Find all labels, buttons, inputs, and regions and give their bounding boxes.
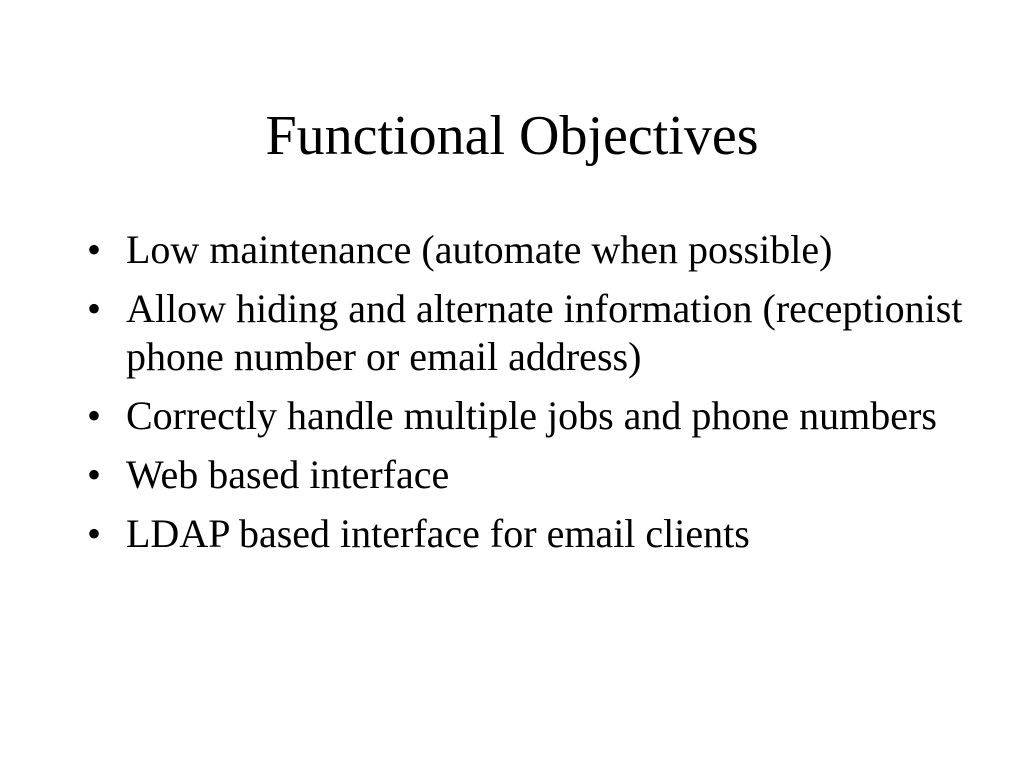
bullet-item [87, 510, 967, 558]
bullet-text: Low maintenance (automate when possible) [126, 227, 833, 272]
bullet-list [87, 226, 967, 569]
bullet-icon: • [87, 511, 102, 556]
bullet-item [87, 392, 967, 440]
bullet-item [87, 226, 967, 274]
bullet-text: Allow hiding and alternate information (receptionist phone number or email address) [126, 286, 963, 379]
bullet-item [87, 451, 967, 499]
bullet-text: Correctly handle multiple jobs and phone numbers [126, 393, 937, 438]
bullet-item [87, 285, 967, 381]
bullet-text: LDAP based interface for email clients [126, 511, 750, 556]
bullet-icon: • [87, 227, 102, 272]
bullet-icon: • [87, 393, 102, 438]
slide-title: Functional Objectives [265, 105, 759, 167]
bullet-text: Web based interface [126, 452, 450, 497]
bullet-icon: • [87, 452, 102, 497]
bullet-icon: • [87, 286, 102, 331]
